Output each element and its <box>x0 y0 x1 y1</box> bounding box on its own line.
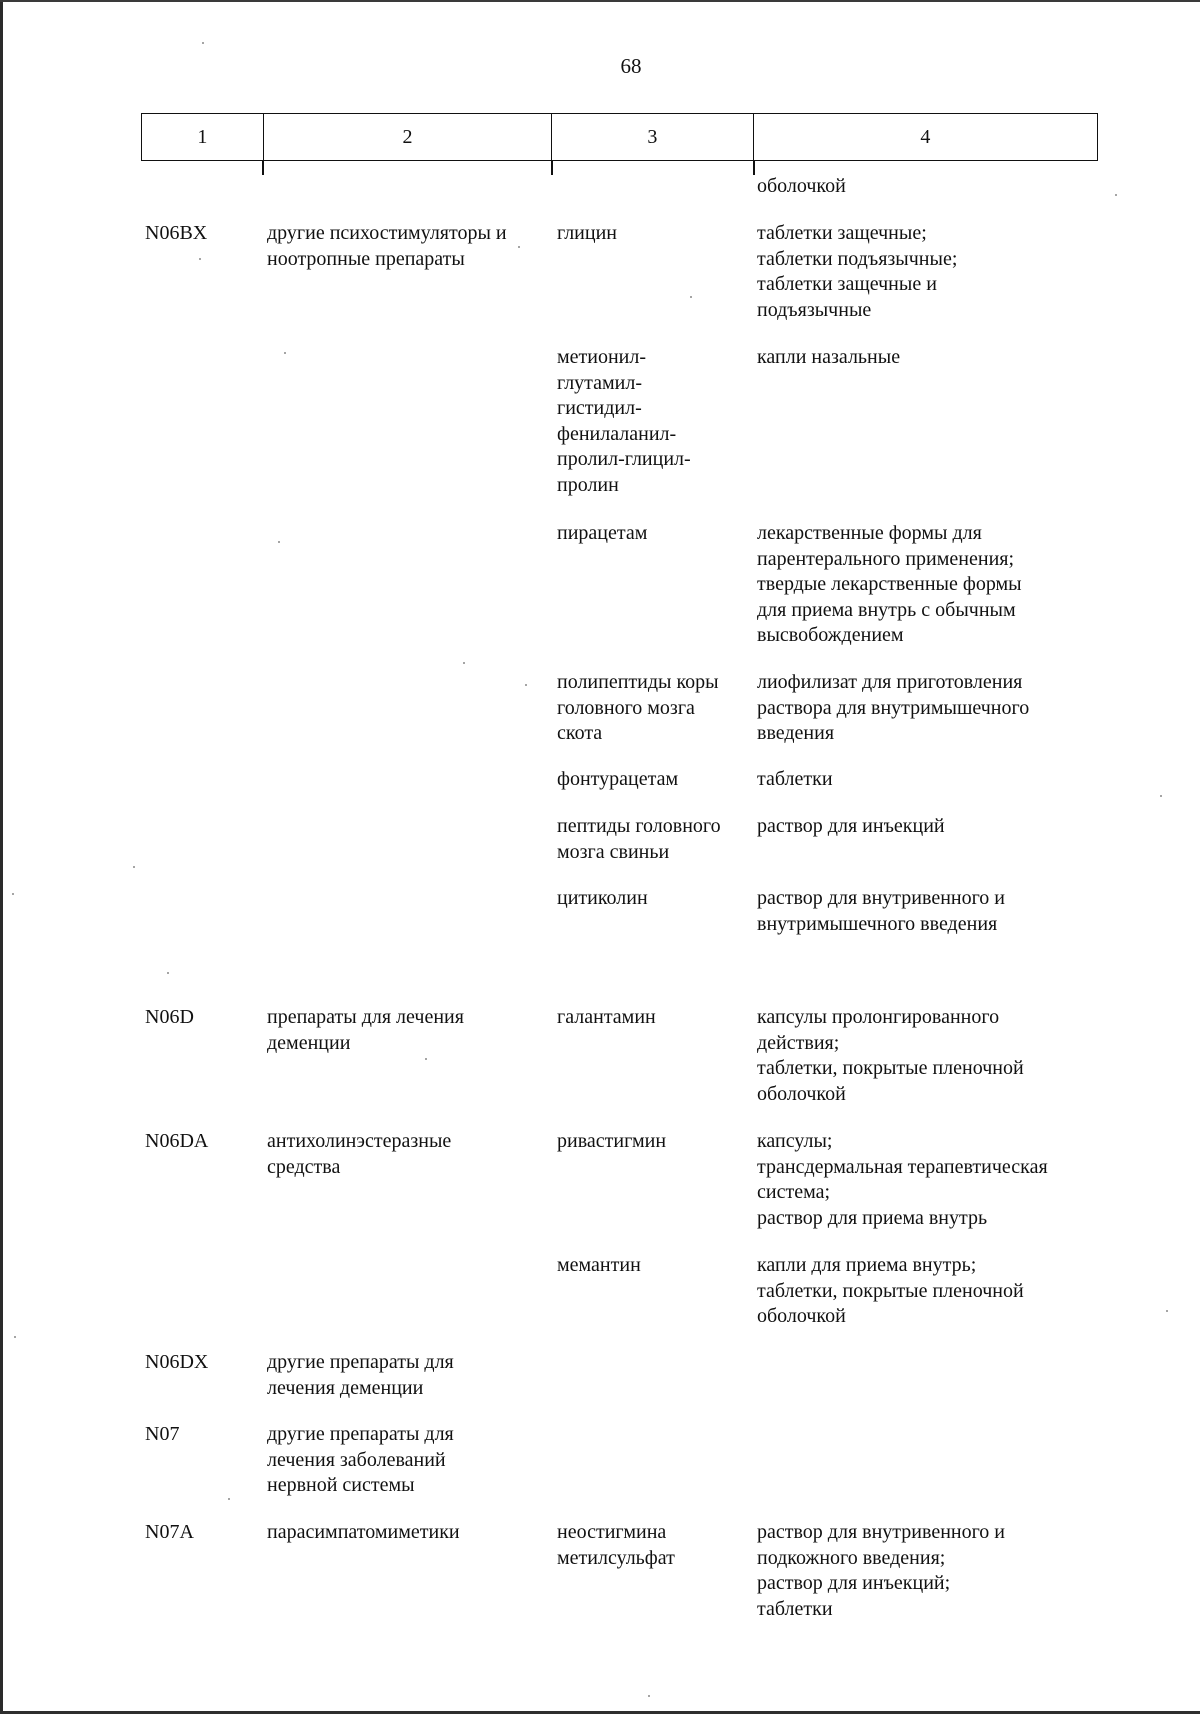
dosage-forms: лекарственные формы для парентерального применения; твердые лекарственные формы для приема внутрь с обычным высвобождением <box>757 522 1022 646</box>
scan-speck <box>202 42 204 44</box>
table-header <box>141 113 1098 161</box>
scan-edge-left <box>0 0 3 1714</box>
page-number: 68 <box>620 54 642 78</box>
scan-speck <box>199 258 201 260</box>
drug-name: неостигмина метилсульфат <box>557 1521 675 1569</box>
dosage-forms: раствор для внутривенного и подкожного введения; раствор для инъекций; таблетки <box>757 1521 1006 1620</box>
scan-speck <box>425 1058 427 1060</box>
scan-speck <box>133 866 135 868</box>
drug-name: пептиды головного мозга свиньи <box>557 815 721 863</box>
scan-speck <box>1115 194 1117 196</box>
atc-code: N06D <box>145 1006 194 1028</box>
column-divider <box>551 161 553 175</box>
dosage-forms: капсулы пролонгированного действия; таблетки, покрытые пленочной оболочкой <box>757 1006 1024 1105</box>
dosage-forms: капли назальные <box>757 346 901 368</box>
header-col-4: 4 <box>920 125 931 148</box>
dosage-forms: капсулы; трансдермальная терапевтическая система; раствор для приема внутрь <box>757 1130 1048 1229</box>
atc-code: N07 <box>145 1423 180 1445</box>
scan-edge-top <box>0 0 1200 2</box>
dosage-forms: таблетки защечные; таблетки подъязычные; таблетки защечные и подъязычные <box>757 222 958 321</box>
drug-name: метионил- глутамил- гистидил- фенилаланил- пролил-глицил- пролин <box>557 346 691 496</box>
atc-code: N06DA <box>145 1130 209 1152</box>
group-name: антихолинэстеразные средства <box>267 1130 452 1178</box>
atc-code: N07A <box>145 1521 194 1543</box>
header-col-3: 3 <box>552 114 754 160</box>
header-col-2: 2 <box>264 114 552 160</box>
drug-name: фонтурацетам <box>557 768 679 790</box>
dosage-forms: капли для приема внутрь; таблетки, покрытые пленочной оболочкой <box>757 1254 1024 1327</box>
scan-speck <box>648 1695 650 1697</box>
drug-name: ривастигмин <box>557 1130 667 1152</box>
dosage-forms: оболочкой <box>757 175 846 197</box>
scan-speck <box>463 662 465 664</box>
scan-speck <box>278 541 280 543</box>
atc-code: N06BX <box>145 222 208 244</box>
dosage-forms: раствор для инъекций <box>757 815 945 837</box>
dosage-forms: раствор для внутривенного и внутримышечного введения <box>757 887 1006 935</box>
drug-name: глицин <box>557 222 617 244</box>
scan-speck <box>1160 795 1162 797</box>
drug-name: пирацетам <box>557 522 648 544</box>
drug-name: цитиколин <box>557 887 648 909</box>
column-divider <box>753 161 755 175</box>
group-name: препараты для лечения деменции <box>267 1006 464 1054</box>
scan-speck <box>12 893 14 895</box>
scan-speck <box>284 352 286 354</box>
scan-speck <box>690 296 692 298</box>
drug-name: галантамин <box>557 1006 656 1028</box>
group-name: другие психостимуляторы и ноотропные препараты <box>267 222 507 270</box>
atc-code: N06DX <box>145 1351 209 1373</box>
group-name: другие препараты для лечения заболеваний нервной системы <box>267 1423 454 1496</box>
scan-speck <box>228 1498 230 1500</box>
drug-name: мемантин <box>557 1254 641 1276</box>
group-name: парасимпатомиметики <box>267 1521 460 1543</box>
scan-speck <box>518 246 520 248</box>
scan-speck <box>14 1336 16 1338</box>
column-divider <box>262 161 264 175</box>
scan-speck <box>1166 1310 1168 1312</box>
group-name: другие препараты для лечения деменции <box>267 1351 454 1399</box>
scan-speck <box>167 972 169 974</box>
scan-speck <box>525 684 527 686</box>
drug-name: полипептиды коры головного мозга скота <box>557 671 719 744</box>
dosage-forms: лиофилизат для приготовления раствора для внутримышечного введения <box>757 671 1030 744</box>
header-col-1: 1 <box>142 114 264 160</box>
dosage-forms: таблетки <box>757 768 833 790</box>
